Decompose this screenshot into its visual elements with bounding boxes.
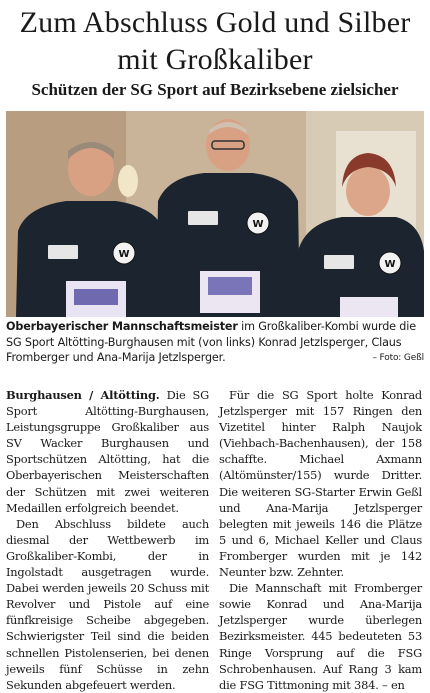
dateline: Burghausen / Altötting. [6,388,160,402]
caption-lead: Oberbayerischer Mannschaftsmeister [6,320,238,333]
caption-text: im Großkaliber-Kombi wurde die SG Sport Altötting-Burghausen mit (von links) Konrad Jetzlsperger, Claus Fromberger und Ana-Marija Jetzlsperger. [6,320,416,364]
photo-credit: – Foto: Geßl [372,353,424,363]
article-column-left [6,387,209,693]
article-photo [6,111,424,317]
paragraph-text: Die SG Sport Altötting-Burghausen, Leistungsgruppe Großkaliber aus SV Wacker Burghausen und Sportschützen Altötting, hat die Oberbayerischen Meisterschaften der Schützen mit zwei weiteren Medaillen erfolgreich beendet. [6,388,210,515]
article-paragraph [6,387,209,516]
svg-text:W: W [252,219,264,230]
article-paragraph: Die Mannschaft mit Fromberger sowie Konrad und Ana-Marija Jetzlsperger wurde überlegen Bezirksmeister. 445 bedeuteten 53 Ringe Vorsprung auf die FSG Schrobenhausen. Auf Rang 3 kam die FSG Tittmoning mit 384. – en [219,581,422,692]
headline: Zum Abschluss Gold und Silber mit Großkaliber [19,6,411,76]
photo-illustration [6,111,424,317]
svg-text:W: W [384,259,396,270]
svg-text:W: W [118,249,130,260]
article-column-right [219,387,422,693]
article-paragraph: Für die SG Sport holte Konrad Jetzlsperger mit 157 Ringen den Vizetitel hinter Ralph Naujok (Viehbach-Bachenhausen), der 158 schaffte. Michael Axmann (Altömünster/155) wurde Dritter. Die weiteren SG-Starter Erwin Geßl und Ana-Marija Jetzlsperger belegten mit jeweils 146 die Plätze 5 und 6, Michael Keller und Claus Fromberger wurden mit je 142 Neunter bzw. Zehnter. [219,388,422,580]
photo-caption [6,319,424,367]
subheadline: Schützen der SG Sport auf Bezirksebene zielsicher [31,80,399,99]
article-paragraph: Den Abschluss bildete auch diesmal der Wettbewerb im Großkaliber-Kombi, der in Ingolstadt ausgetragen wurde. Dabei werden jeweils 20 Schuss mit Revolver und Pistole auf eine fünfkreisige Scheibe abgegeben. Schwierigster Teil sind die beiden schnellen Pistolenserien, bei denen jeweils fünf Schüsse in zehn Sekunden abgefeuert werden. [6,516,209,692]
